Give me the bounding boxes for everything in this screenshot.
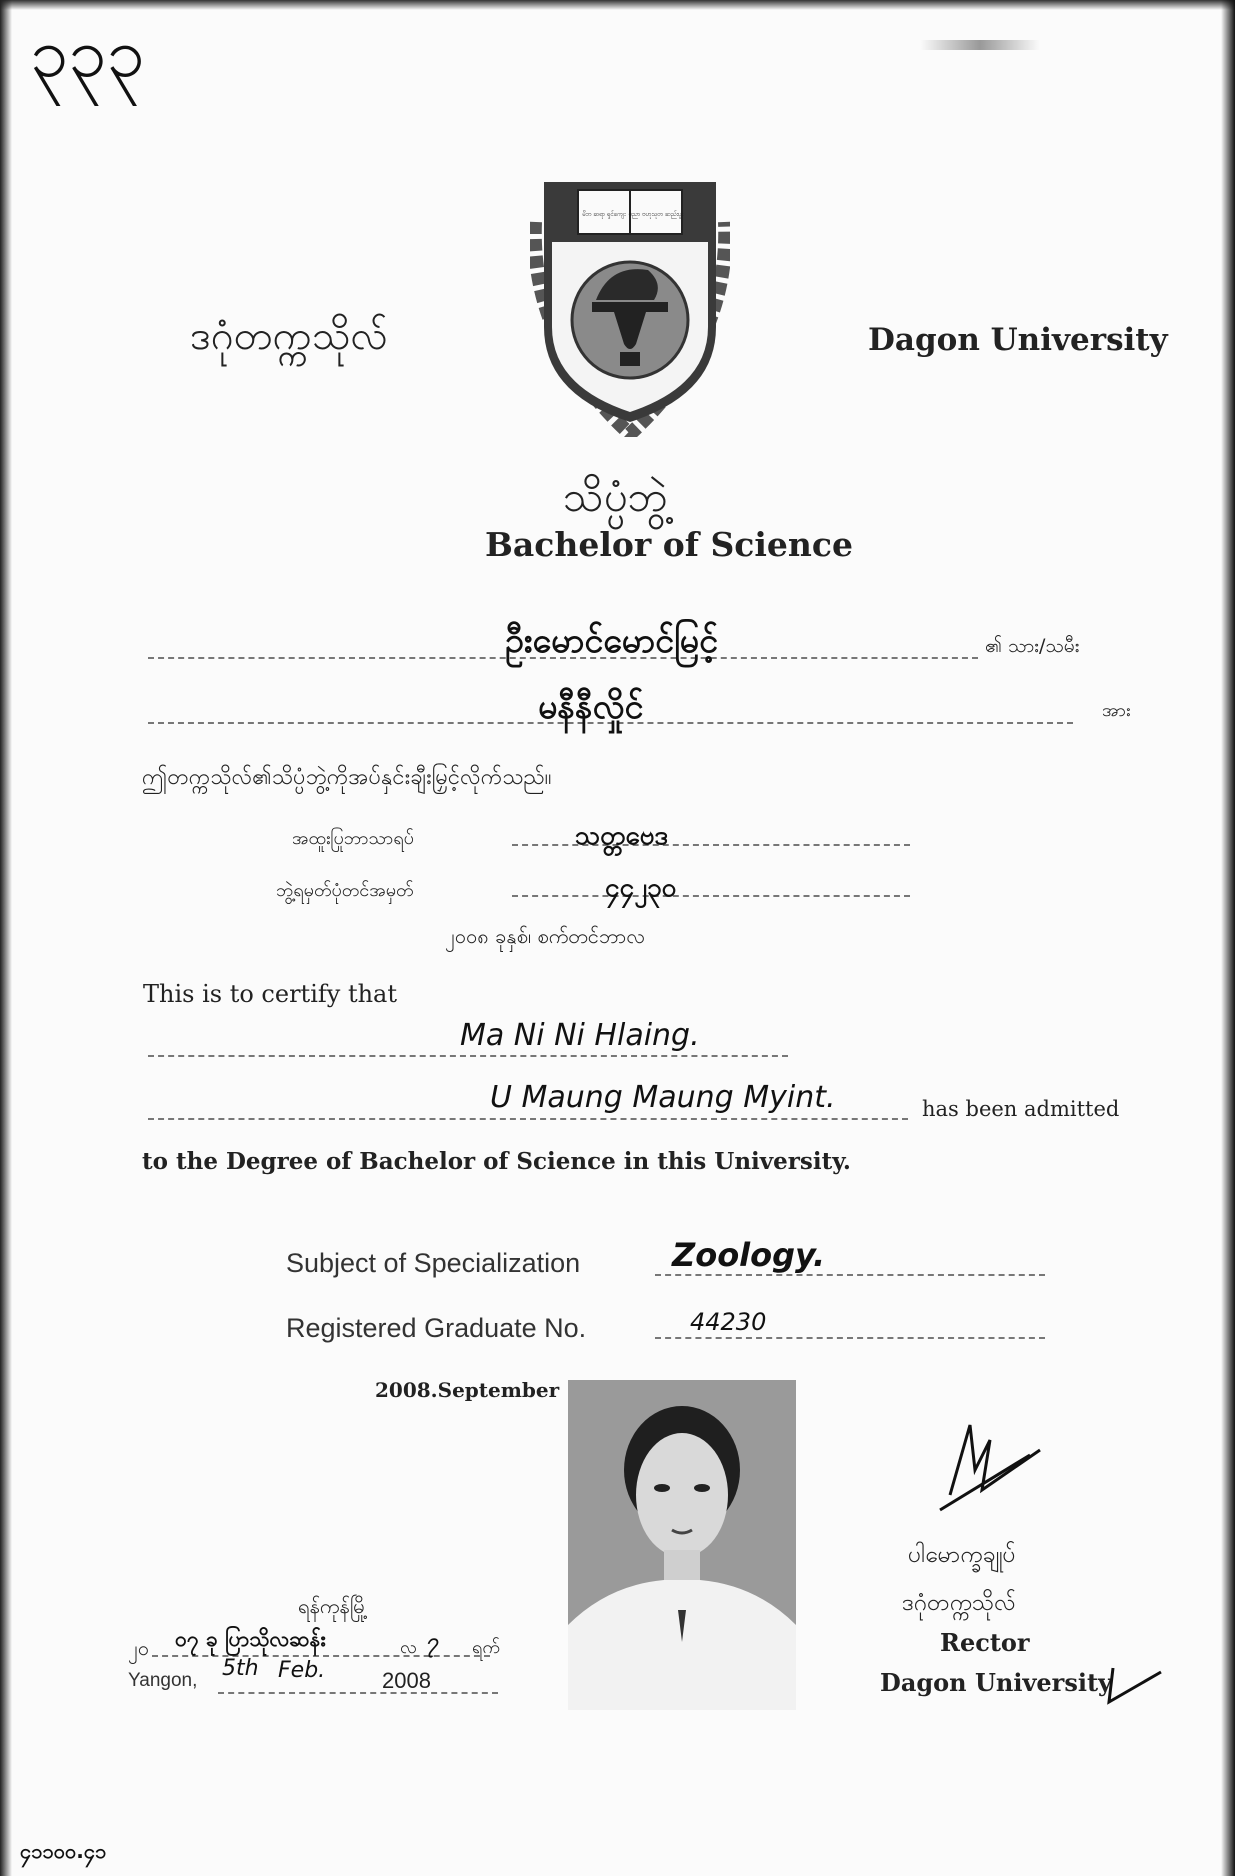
reg-en-line bbox=[655, 1337, 1045, 1339]
check-icon bbox=[1105, 1660, 1165, 1710]
crest-book-left-text: မိဘ ဆရာ ရှင်ကျေး bbox=[582, 211, 626, 218]
crest-book-right-text: ပညာ ဗဟုသုတ ဆည်းပူး bbox=[628, 211, 684, 218]
subject-label-my: အထူးပြုဘာသာရပ် bbox=[292, 828, 414, 849]
reg-en-handwritten: 44230 bbox=[690, 1308, 767, 1336]
father-name-my-handwritten: ဦးမောင်မောင်မြင့် bbox=[505, 621, 718, 661]
degree-title-en: Bachelor of Science bbox=[485, 525, 854, 564]
subject-en-line bbox=[655, 1274, 1045, 1276]
issue-month-handwritten: Feb. bbox=[278, 1658, 326, 1683]
reg-my-handwritten: ၄၄၂၃၀ bbox=[605, 873, 677, 903]
issue-day-handwritten: 5th bbox=[222, 1656, 259, 1681]
rector-title-my: ပါမောက္ခချုပ် bbox=[908, 1542, 1016, 1568]
subject-my-line bbox=[512, 844, 910, 846]
crest-emblem-icon bbox=[530, 172, 730, 437]
student-photo bbox=[568, 1380, 796, 1710]
issue-date-en-line bbox=[218, 1692, 498, 1694]
subject-my-handwritten: သတ္တဗေဒ bbox=[575, 821, 668, 851]
rector-university-my: ဒဂုံတက္ကသိုလ် bbox=[902, 1590, 1016, 1616]
father-suffix-my: ၏ သား/သမီး bbox=[985, 635, 1080, 657]
father-name-en-handwritten: U Maung Maung Myint. bbox=[490, 1080, 836, 1115]
issue-month-suffix-my: လ bbox=[400, 1637, 417, 1658]
checkmark-mark bbox=[1105, 1660, 1165, 1710]
scan-edge-right bbox=[1221, 0, 1235, 1876]
issue-city-my: ရန်ကုန်မြို့ bbox=[298, 1594, 368, 1618]
certify-line-my: ဤတက္ကသိုလ်၏သိပ္ပံဘွဲ့ကိုအပ်နှင်းချီးမြှင့်လိုက်သည်။ bbox=[142, 765, 552, 790]
student-name-en-line bbox=[148, 1055, 788, 1057]
father-name-en-line bbox=[148, 1118, 908, 1120]
issue-date-my-handwritten: ၀၇ ခု ပြာသိုလဆန်း bbox=[175, 1627, 326, 1651]
scan-edge-left bbox=[0, 0, 12, 1876]
reg-label-en: Registered Graduate No. bbox=[286, 1313, 587, 1343]
student-name-en-handwritten: Ma Ni Ni Hlaing. bbox=[460, 1018, 700, 1053]
university-name-my: ဒဂုံတက္ကသိုလ် bbox=[190, 313, 388, 359]
degree-line-en: to the Degree of Bachelor of Science in this University. bbox=[142, 1148, 851, 1175]
footer-code: ၄၁၁၀၀.၄၁ bbox=[20, 1839, 107, 1863]
scan-smudge bbox=[920, 40, 1040, 50]
admitted-suffix-en: has been admitted bbox=[922, 1097, 1120, 1121]
issue-city-en: Yangon, bbox=[128, 1670, 198, 1691]
certify-intro-en: This is to certify that bbox=[143, 980, 397, 1008]
date-en: 2008.September bbox=[375, 1378, 560, 1402]
issue-year: 2008 bbox=[382, 1668, 431, 1693]
reg-label-my: ဘွဲ့ရမှတ်ပုံတင်အမှတ် bbox=[276, 880, 414, 901]
university-crest bbox=[530, 172, 730, 437]
corner-number: ၃၃၃ bbox=[30, 14, 145, 93]
university-name-en: Dagon University bbox=[868, 322, 1168, 358]
student-portrait-icon bbox=[568, 1380, 796, 1710]
date-line-my: ၂၀၀၈ ခုနှစ်၊ စက်တင်ဘာလ bbox=[445, 924, 646, 948]
subject-label-en: Subject of Specialization bbox=[286, 1248, 581, 1278]
issue-day-my-handwritten: ၇ bbox=[426, 1629, 438, 1653]
subject-en-handwritten: Zoology. bbox=[672, 1236, 826, 1274]
rector-title-en: Rector bbox=[940, 1628, 1030, 1657]
rector-signature-icon bbox=[930, 1415, 1050, 1525]
issue-date-my-prefix: ၂၀ bbox=[128, 1636, 150, 1660]
rector-signature bbox=[930, 1415, 1050, 1525]
student-name-my-handwritten: မနီနီလှိုင် bbox=[538, 687, 644, 727]
issue-date-my-suffix: ရက် bbox=[472, 1637, 500, 1658]
degree-title-my: သိပ္ပံဘွဲ့ bbox=[563, 472, 668, 521]
rector-university-en: Dagon University bbox=[880, 1668, 1112, 1697]
student-suffix-my: အား bbox=[1102, 700, 1131, 721]
reg-my-line bbox=[512, 895, 910, 897]
scan-edge-top bbox=[0, 0, 1235, 10]
